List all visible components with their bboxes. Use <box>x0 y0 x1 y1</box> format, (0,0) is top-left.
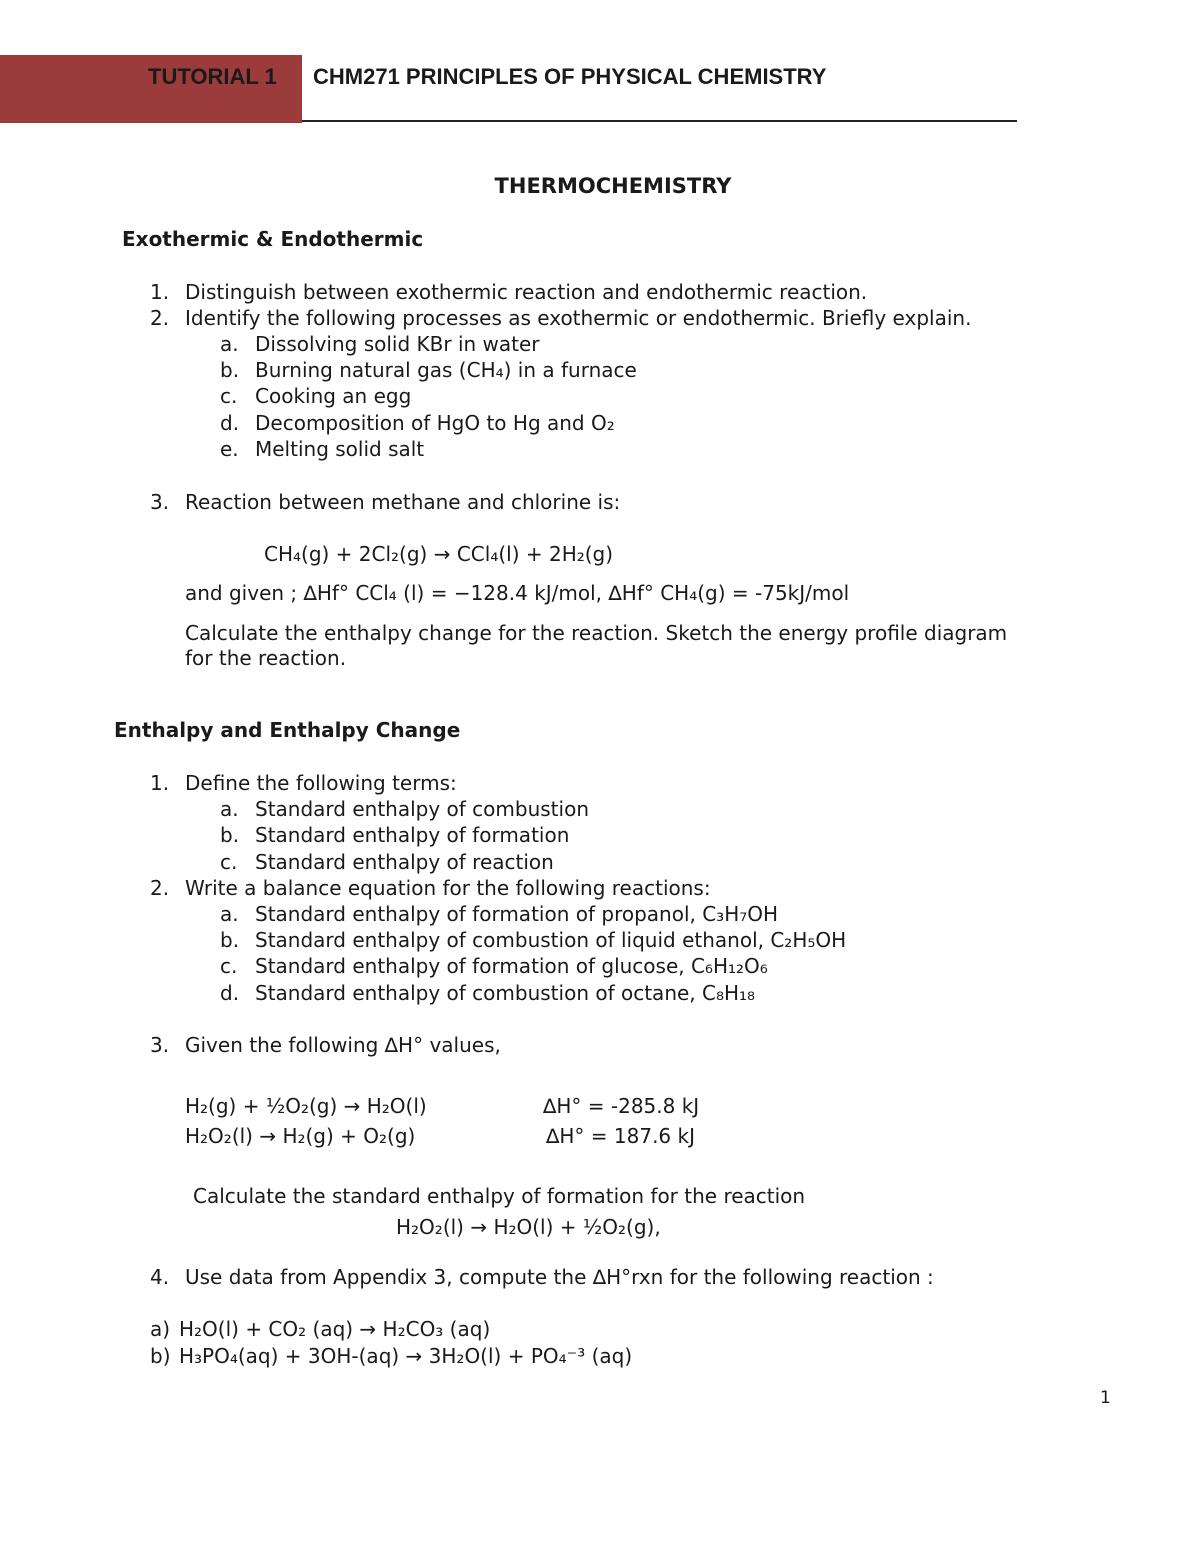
list-letter: a. <box>220 332 239 356</box>
question-2-3: Given the following ∆H° values, <box>185 1033 501 1057</box>
section-heading-enthalpy: Enthalpy and Enthalpy Change <box>114 718 461 742</box>
list-letter: c. <box>220 384 238 408</box>
list-item: Standard enthalpy of combustion of liquid ethanol, C₂H₅OH <box>255 928 847 952</box>
page-number: 1 <box>1100 1388 1111 1408</box>
list-number: 2. <box>150 306 170 330</box>
target-equation: H₂O₂(l) → H₂O(l) + ½O₂(g), <box>396 1215 661 1239</box>
list-item: Standard enthalpy of formation of glucose, C₆H₁₂O₆ <box>255 954 768 978</box>
list-letter: c. <box>220 850 238 874</box>
reaction-equation: CH₄(g) + 2Cl₂(g) → CCl₄(l) + 2H₂(g) <box>264 542 614 566</box>
list-item: Burning natural gas (CH₄) in a furnace <box>255 358 637 382</box>
header-tutorial-label: TUTORIAL 1 <box>148 64 277 89</box>
list-letter: a) <box>150 1317 171 1341</box>
question-2-4: Use data from Appendix 3, compute the ∆H°rxn for the following reaction : <box>185 1265 934 1289</box>
question-1-3-task-cont: for the reaction. <box>185 646 347 670</box>
question-1-2: Identify the following processes as exothermic or endothermic. Briefly explain. <box>185 306 972 330</box>
list-number: 4. <box>150 1265 170 1289</box>
question-1-1: Distinguish between exothermic reaction and endothermic reaction. <box>185 280 868 304</box>
list-item: Cooking an egg <box>255 384 412 408</box>
list-letter: a. <box>220 797 239 821</box>
list-number: 1. <box>150 280 170 304</box>
list-item: Dissolving solid KBr in water <box>255 332 540 356</box>
list-item: Standard enthalpy of formation <box>255 823 570 847</box>
reaction-b: H₃PO₄(aq) + 3OH-(aq) → 3H₂O(l) + PO₄⁻³ (aq) <box>179 1344 633 1368</box>
list-number: 3. <box>150 490 170 514</box>
list-number: 3. <box>150 1033 170 1057</box>
list-item: Standard enthalpy of combustion <box>255 797 589 821</box>
question-2-3-task: Calculate the standard enthalpy of formation for the reaction <box>193 1184 806 1208</box>
list-letter: e. <box>220 437 239 461</box>
list-letter: d. <box>220 981 240 1005</box>
section-heading-exo-endo: Exothermic & Endothermic <box>122 227 424 251</box>
list-item: Melting solid salt <box>255 437 425 461</box>
given-values: and given ; ∆Hf° CCl₄ (l) = −128.4 kJ/mol, ∆Hf° CH₄(g) = -75kJ/mol <box>185 581 850 605</box>
list-letter: c. <box>220 954 238 978</box>
list-item: Standard enthalpy of combustion of octane, C₈H₁₈ <box>255 981 756 1005</box>
list-item: Standard enthalpy of reaction <box>255 850 554 874</box>
enthalpy-value-2: ∆H° = 187.6 kJ <box>546 1124 695 1148</box>
list-item: Standard enthalpy of formation of propanol, C₃H₇OH <box>255 902 779 926</box>
question-2-1: Define the following terms: <box>185 771 457 795</box>
equation-1: H₂(g) + ½O₂(g) → H₂O(l) <box>185 1094 427 1118</box>
question-2-2: Write a balance equation for the following reactions: <box>185 876 711 900</box>
equation-2: H₂O₂(l) → H₂(g) + O₂(g) <box>185 1124 416 1148</box>
list-number: 2. <box>150 876 170 900</box>
page-title: THERMOCHEMISTRY <box>494 174 732 198</box>
list-item: Decomposition of HgO to Hg and O₂ <box>255 411 615 435</box>
list-number: 1. <box>150 771 170 795</box>
list-letter: b. <box>220 358 240 382</box>
header-course-title: CHM271 PRINCIPLES OF PHYSICAL CHEMISTRY <box>313 64 827 89</box>
list-letter: b. <box>220 928 240 952</box>
list-letter: d. <box>220 411 240 435</box>
reaction-a: H₂O(l) + CO₂ (aq) → H₂CO₃ (aq) <box>179 1317 491 1341</box>
list-letter: b) <box>150 1344 171 1368</box>
list-letter: b. <box>220 823 240 847</box>
header-rule <box>302 120 1017 122</box>
list-letter: a. <box>220 902 239 926</box>
question-1-3-task: Calculate the enthalpy change for the reaction. Sketch the energy profile diagram <box>185 621 1008 645</box>
question-1-3: Reaction between methane and chlorine is: <box>185 490 621 514</box>
enthalpy-value-1: ∆H° = -285.8 kJ <box>543 1094 700 1118</box>
